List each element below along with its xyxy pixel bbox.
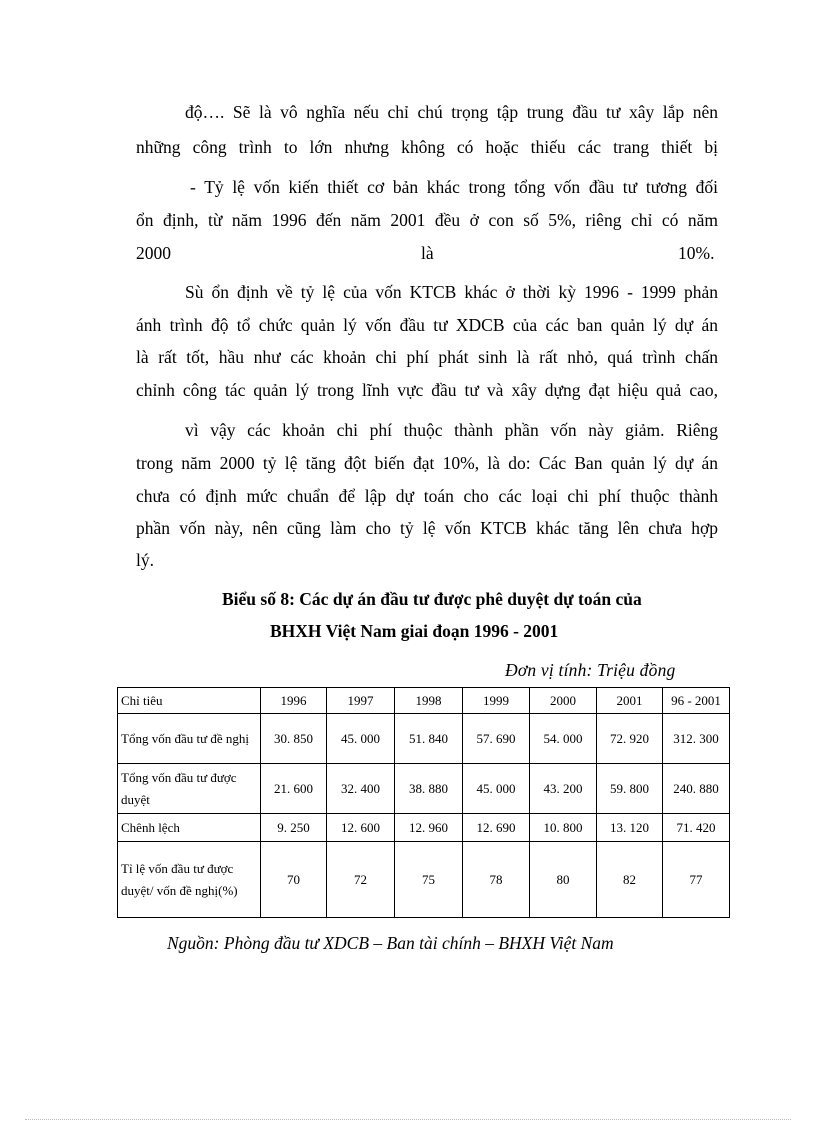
header-cell: 1997 <box>327 688 395 714</box>
page-bottom-rule <box>25 1119 791 1120</box>
table-row <box>118 714 730 764</box>
paragraph-word: là <box>421 243 434 263</box>
paragraph-line: là rất tốt, hầu như các khoản chi phí phát sinh là rất nhỏ, quá trình chấn <box>136 347 718 367</box>
table-cell: 9. 250 <box>261 814 327 842</box>
table-cell: 82 <box>597 842 663 918</box>
table-cell: 30. 850 <box>261 714 327 764</box>
table-cell: 21. 600 <box>261 764 327 814</box>
table-title: BHXH Việt Nam giai đoạn 1996 - 2001 <box>270 621 559 641</box>
unit-label: Đơn vị tính: Triệu đồng <box>505 660 676 680</box>
paragraph-line: trong năm 2000 tỷ lệ tăng đột biến đạt 10%, là do: Các Ban quản lý dự án <box>136 453 718 473</box>
table-cell: 10. 800 <box>530 814 597 842</box>
paragraph-word: 10%. <box>678 243 715 263</box>
table-row <box>118 764 730 814</box>
table-cell: 72. 920 <box>597 714 663 764</box>
investment-table <box>117 687 730 918</box>
paragraph-line: - Tỷ lệ vốn kiến thiết cơ bản khác trong tổng vốn đầu tư tương đối <box>190 177 718 197</box>
table-cell: 72 <box>327 842 395 918</box>
table-cell: 13. 120 <box>597 814 663 842</box>
table-cell: 70 <box>261 842 327 918</box>
paragraph-line: lý. <box>136 550 154 570</box>
header-cell: 96 - 2001 <box>663 688 730 714</box>
table-cell: 80 <box>530 842 597 918</box>
header-cell: 1996 <box>261 688 327 714</box>
table-cell: 57. 690 <box>463 714 530 764</box>
paragraph-line: phần vốn này, nên cũng làm cho tỷ lệ vốn KTCB khác tăng lên chưa hợp <box>136 518 718 538</box>
paragraph-line: độ…. Sẽ là vô nghĩa nếu chỉ chú trọng tập trung đầu tư xây lắp nên <box>185 102 718 122</box>
table-cell: 54. 000 <box>530 714 597 764</box>
table-cell: 45. 000 <box>327 714 395 764</box>
paragraph-line: ánh trình độ tổ chức quản lý vốn đầu tư XDCB của các ban quản lý dự án <box>136 315 718 335</box>
header-cell: 1998 <box>395 688 463 714</box>
table-cell: 240. 880 <box>663 764 730 814</box>
row-label: Tổng vốn đầu tư được duyệt <box>118 764 261 814</box>
table-cell: 12. 600 <box>327 814 395 842</box>
row-label: Tỉ lệ vốn đầu tư được duyệt/ vốn đề nghị(%) <box>118 842 261 918</box>
paragraph-line: Sù ổn định về tỷ lệ của vốn KTCB khác ở thời kỳ 1996 - 1999 phản <box>185 282 718 302</box>
paragraph-word: 2000 <box>136 243 171 263</box>
source-note: Nguồn: Phòng đầu tư XDCB – Ban tài chính – BHXH Việt Nam <box>167 933 614 953</box>
header-cell: 2000 <box>530 688 597 714</box>
table-cell: 78 <box>463 842 530 918</box>
paragraph-line: chỉnh công tác quản lý trong lĩnh vực đầu tư và xây dựng đạt hiệu quả cao, <box>136 380 718 400</box>
table-cell: 45. 000 <box>463 764 530 814</box>
table-cell: 43. 200 <box>530 764 597 814</box>
table-cell: 77 <box>663 842 730 918</box>
header-cell: 1999 <box>463 688 530 714</box>
paragraph-line: ổn định, từ năm 1996 đến năm 2001 đều ở con số 5%, riêng chỉ có năm <box>136 210 718 230</box>
table-cell: 12. 960 <box>395 814 463 842</box>
table-cell: 38. 880 <box>395 764 463 814</box>
table-cell: 59. 800 <box>597 764 663 814</box>
paragraph-line: chưa có định mức chuẩn để lập dự toán cho các loại chi phí thuộc thành <box>136 486 718 506</box>
header-cell: 2001 <box>597 688 663 714</box>
table-cell: 75 <box>395 842 463 918</box>
table-row <box>118 814 730 842</box>
row-label: Chênh lệch <box>118 814 261 842</box>
table-cell: 312. 300 <box>663 714 730 764</box>
paragraph-line: vì vậy các khoản chi phí thuộc thành phần vốn này giảm. Riêng <box>185 420 718 440</box>
table-header-row <box>118 688 730 714</box>
header-cell: Chỉ tiêu <box>118 688 261 714</box>
paragraph-line: những công trình to lớn nhưng không có hoặc thiếu các trang thiết bị <box>136 137 718 157</box>
table-title: Biểu số 8: Các dự án đầu tư được phê duyệt dự toán của <box>222 589 642 609</box>
row-label: Tổng vốn đầu tư đề nghị <box>118 714 261 764</box>
table-cell: 12. 690 <box>463 814 530 842</box>
table-cell: 71. 420 <box>663 814 730 842</box>
table-row <box>118 842 730 918</box>
table-cell: 51. 840 <box>395 714 463 764</box>
table-cell: 32. 400 <box>327 764 395 814</box>
